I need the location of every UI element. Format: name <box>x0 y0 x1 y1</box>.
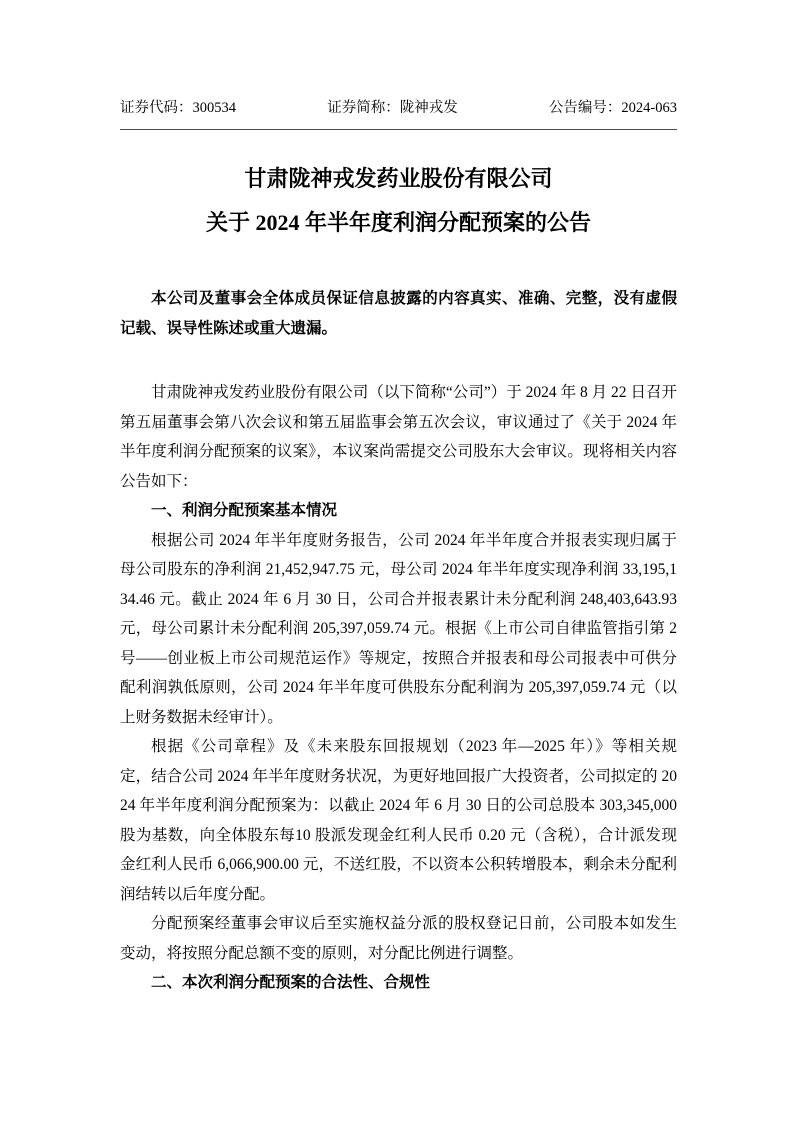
paragraph-profit-figures: 根据公司 2024 年半年度财务报告，公司 2024 年半年度合并报表实现归属于母公司股东的净利润 21,452,947.75 元，母公司 2024 年半年度实现净利润 33,195,134.46 元。截止 2024 年 6 月 30 日，公司合并报表累计未分配利润 248,403,643.93 元，母公司累计未分配利润 205,397,059.74 元。根据《上市公司自律监管指引第 2 号——创业板上市公司规范运作》等规定，按照合并报表和母公司报表中可供分配利润孰低原则，公司 2024 年半年度可供股东分配利润为 205,397,059.74 元（以上财务数据未经审计）。 <box>120 531 677 726</box>
paragraph-distribution-plan: 根据《公司章程》及《未来股东回报规划（2023 年—2025 年）》等相关规定，结合公司 2024 年半年度财务状况，为更好地回报广大投资者，公司拟定的 2024 年半年度利润分配预案为：以截止 2024 年 6 月 30 日的公司总股本 303,345,000 股为基数，向全体股东每10 股派发现金红利人民币 0.20 元（含税），合计派发现金红利人民币 6,066,900.00 元，不送红股，不以资本公积转增股本，剩余未分配利润结转以后年度分配。 <box>120 738 677 903</box>
integrity-statement: 本公司及董事会全体成员保证信息披露的内容真实、准确、完整，没有虚假记载、误导性陈述或重大遗漏。 <box>120 290 677 337</box>
section-heading-2: 二、本次利润分配预案的合法性、合规性 <box>151 974 431 991</box>
announcement-title: 关于 2024 年半年度利润分配预案的公告 <box>205 210 591 235</box>
securities-code: 证券代码：300534 <box>120 100 236 116</box>
document-body <box>120 378 677 998</box>
company-name-title: 甘肃陇神戎发药业股份有限公司 <box>244 166 553 191</box>
announcement-number: 公告编号：2024-063 <box>548 100 677 116</box>
section-heading-1: 一、利润分配预案基本情况 <box>151 502 338 519</box>
paragraph-intro: 甘肃陇神戎发药业股份有限公司（以下简称“公司”）于 2024 年 8 月 22 日召开第五届董事会第八次会议和第五届监事会第五次会议，审议通过了《关于 2024 年半年度利润分配预案的议案》，本议案尚需提交公司股东大会审议。现将相关内容公告如下： <box>120 384 677 490</box>
paragraph-adjustment-note: 分配预案经董事会审议后至实施权益分派的股权登记日前，公司股本如发生变动，将按照分配总额不变的原则，对分配比例进行调整。 <box>120 915 677 962</box>
securities-name: 证券简称：陇神戎发 <box>327 100 458 116</box>
document-header <box>120 98 677 130</box>
